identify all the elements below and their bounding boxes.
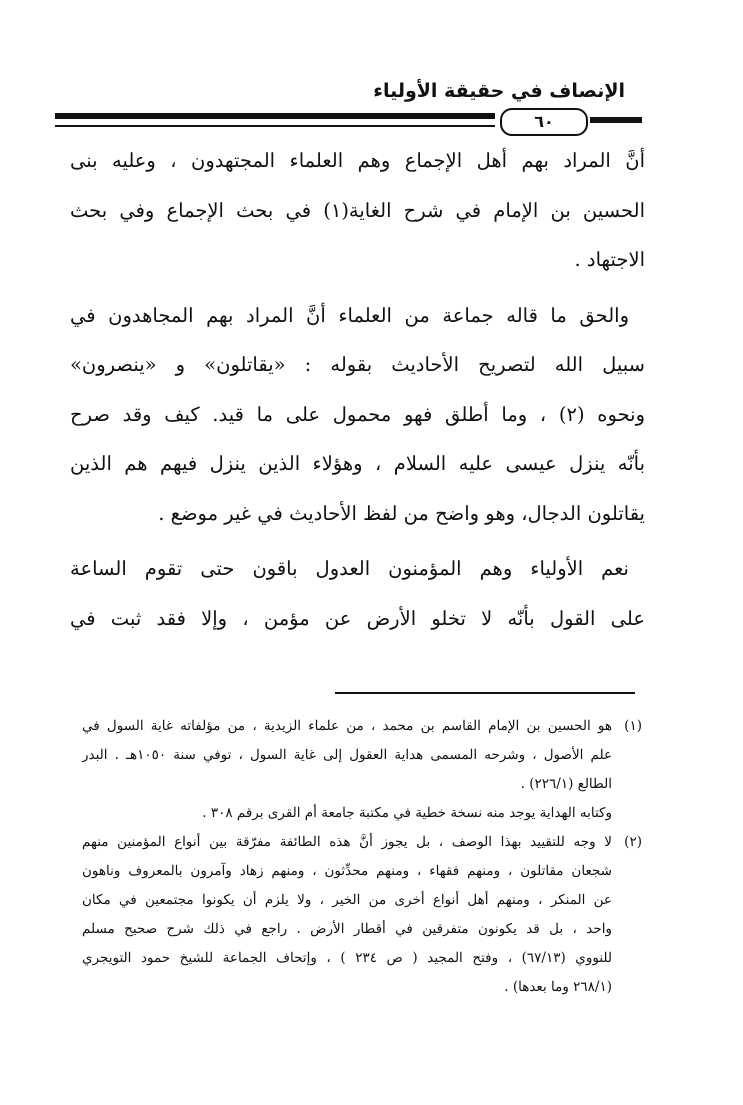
footnote-2-line: شجعان مقاتلون ، ومنهم فقهاء ، ومنهم محدِّثون ، ومنهم زهاد وآمرون بالمعروف وناهون	[82, 863, 612, 879]
footnote-1-line	[82, 712, 642, 741]
body-line: الحسين بن الإمام في شرح الغاية(١) في بحث الإجماع وفي بحث	[70, 198, 645, 222]
footnote-1-extra: وكتابه الهداية يوجد منه نسخة خطية في مكتبة جامعة أم القرى برقم ٣٠٨ .	[202, 805, 612, 821]
running-title: الإنصاف في حقيقة الأولياء	[373, 80, 625, 102]
footnote-1-line: الطالع (٢٢٦/١) .	[520, 776, 612, 792]
header-rule-right	[590, 117, 642, 123]
footnotes	[82, 712, 642, 1002]
footnote-2-line: عن المنكر ، ومنهم أهل أنواع أخرى من الخير ، ولا يلزم أن يكونوا مجتمعين في مكان	[82, 892, 612, 908]
body-line: نعم الأولياء وهم المؤمنون العدول باقون حتى تقوم الساعة	[70, 557, 629, 580]
body-line: الاجتهاد .	[574, 248, 645, 271]
body-line: بأنّه ينزل عيسى عليه السلام ، وهؤلاء الذين ينزل فيهم هم الذين	[70, 452, 645, 475]
footnote-2-text: لا وجه للتقييد بهذا الوصف ، بل يجوز أنَّ هذه الطائفة مفرّقة بين أنواع المؤمنين منهم	[82, 834, 612, 850]
body-line: والحق ما قاله جماعة من العلماء أنَّ المراد بهم المجاهدون في	[70, 303, 629, 327]
footnote-2-line	[82, 828, 642, 857]
body-line: على القول بأنّه لا تخلو الأرض عن مؤمن ، وإلا فقد ثبت في	[70, 606, 645, 630]
footnote-2-line: (٢٦٨/١ وما بعدها) .	[504, 979, 612, 995]
body-line: يقاتلون الدجال، وهو واضح من لفظ الأحاديث في غير موضع .	[158, 501, 645, 525]
header-rule-thin	[55, 125, 495, 127]
header-rule-thick	[55, 113, 495, 119]
footnote-2-line: واحد ، بل قد يكونون متفرقين في أقطار الأرض . راجع في ذلك شرح صحيح مسلم	[82, 921, 612, 937]
footnote-1-text: هو الحسين بن الإمام القاسم بن محمد ، من علماء الزيدية ، من مؤلفاته غاية السول في	[82, 718, 612, 734]
body-line: أنَّ المراد بهم أهل الإجماع وهم العلماء المجتهدون ، وعليه بنى	[70, 149, 645, 172]
footnote-1-line: علم الأصول ، وشرحه المسمى هداية العقول إلى غاية السول ، توفي سنة ١٠٥٠هـ . البدر	[82, 747, 613, 763]
footnote-separator	[335, 692, 635, 694]
footnote-1-marker: (١)	[624, 718, 642, 734]
body-line: سبيل الله لتصريح الأحاديث بقوله : «يقاتلون» و «ينصرون»	[70, 353, 645, 376]
body-text	[70, 136, 645, 643]
footnote-2-marker: (٢)	[624, 834, 642, 850]
footnote-2-line: للنووي (٦٧/١٣) ، وفتح المجيد ( ص ٢٣٤ ) ، وإتحاف الجماعة للشيخ حمود التويجري	[82, 950, 613, 966]
page-number: ٦٠	[500, 108, 588, 136]
body-line: ونحوه (٢) ، وما أطلق فهو محمول على ما قيد. كيف وقد صرح	[70, 402, 645, 426]
